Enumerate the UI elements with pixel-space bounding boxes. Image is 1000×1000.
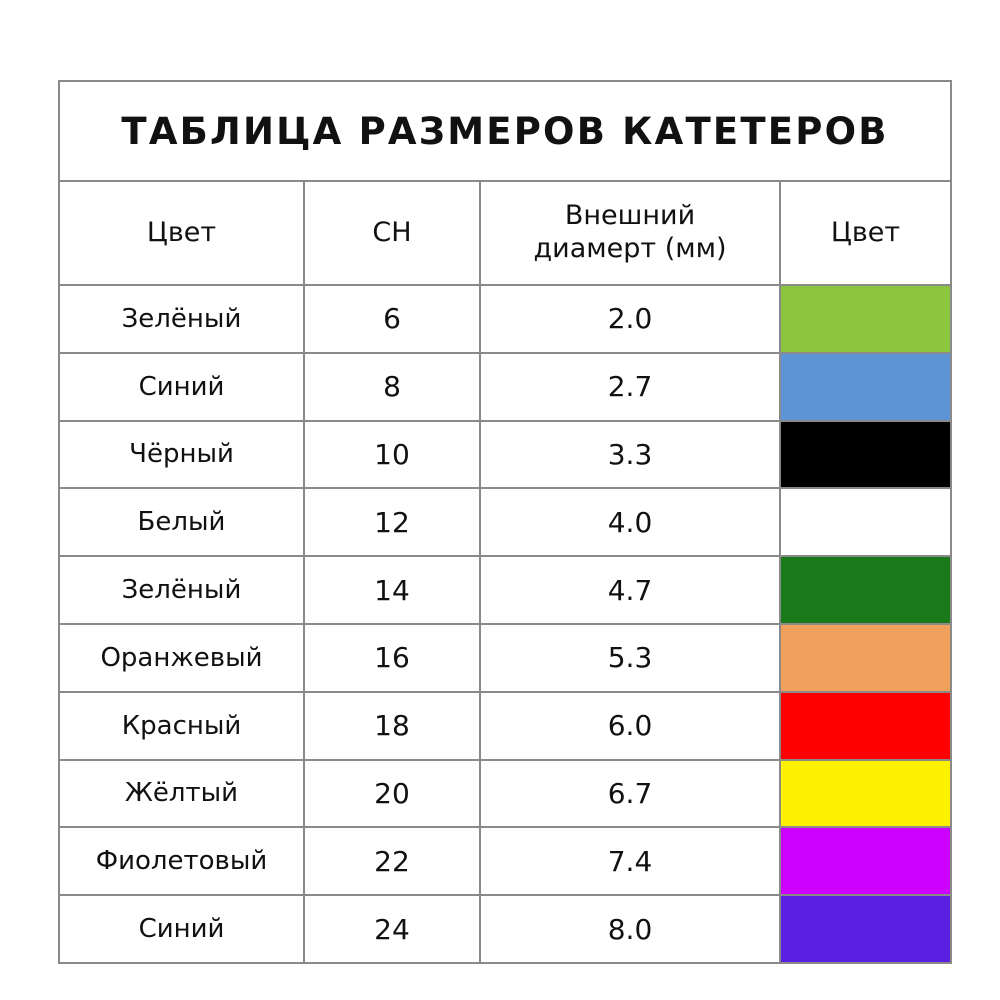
table-row (59, 488, 951, 556)
color-swatch (781, 761, 950, 827)
column-header-color-swatch: Цвет (780, 181, 951, 285)
table-row (59, 760, 951, 828)
cell-outer-diameter: 2.7 (480, 353, 780, 421)
table-row (59, 353, 951, 421)
table-row (59, 421, 951, 489)
cell-ch: 22 (304, 827, 480, 895)
cell-outer-diameter: 6.7 (480, 760, 780, 828)
color-swatch (781, 896, 950, 962)
cell-outer-diameter: 4.0 (480, 488, 780, 556)
cell-outer-diameter: 2.0 (480, 285, 780, 353)
cell-color-name: Зелёный (59, 556, 304, 624)
cell-color-swatch (780, 421, 951, 489)
table-row (59, 624, 951, 692)
cell-color-swatch (780, 895, 951, 963)
cell-outer-diameter: 7.4 (480, 827, 780, 895)
cell-color-name: Оранжевый (59, 624, 304, 692)
table-row (59, 692, 951, 760)
table-row (59, 827, 951, 895)
color-swatch (781, 286, 950, 352)
column-header-ch: CH (304, 181, 480, 285)
cell-color-swatch (780, 624, 951, 692)
table-row (59, 895, 951, 963)
column-header-diameter-line2: диамерт (мм) (533, 233, 727, 264)
color-swatch (781, 693, 950, 759)
cell-ch: 18 (304, 692, 480, 760)
cell-color-name: Синий (59, 895, 304, 963)
table-row (59, 556, 951, 624)
catheter-size-table (58, 80, 952, 964)
cell-ch: 24 (304, 895, 480, 963)
color-swatch (781, 354, 950, 420)
color-swatch (781, 828, 950, 894)
cell-outer-diameter: 5.3 (480, 624, 780, 692)
cell-color-swatch (780, 556, 951, 624)
column-header-color-name: Цвет (59, 181, 304, 285)
page-title: ТАБЛИЦА РАЗМЕРОВ КАТЕТЕРОВ (59, 81, 951, 181)
cell-color-swatch (780, 692, 951, 760)
cell-ch: 20 (304, 760, 480, 828)
cell-ch: 12 (304, 488, 480, 556)
title-row (59, 81, 951, 181)
cell-color-name: Чёрный (59, 421, 304, 489)
catheter-size-table-container (58, 80, 950, 946)
cell-outer-diameter: 6.0 (480, 692, 780, 760)
cell-ch: 6 (304, 285, 480, 353)
color-swatch (781, 625, 950, 691)
color-swatch (781, 557, 950, 623)
color-swatch (781, 422, 950, 488)
cell-color-swatch (780, 760, 951, 828)
cell-color-name: Фиолетовый (59, 827, 304, 895)
color-swatch (781, 489, 950, 555)
table-body (59, 81, 951, 963)
cell-ch: 16 (304, 624, 480, 692)
cell-color-swatch (780, 488, 951, 556)
cell-color-name: Зелёный (59, 285, 304, 353)
cell-outer-diameter: 3.3 (480, 421, 780, 489)
cell-ch: 14 (304, 556, 480, 624)
cell-outer-diameter: 8.0 (480, 895, 780, 963)
cell-ch: 8 (304, 353, 480, 421)
cell-ch: 10 (304, 421, 480, 489)
cell-color-swatch (780, 353, 951, 421)
cell-color-name: Красный (59, 692, 304, 760)
column-header-diameter (480, 181, 780, 285)
cell-color-name: Синий (59, 353, 304, 421)
cell-color-swatch (780, 285, 951, 353)
cell-color-swatch (780, 827, 951, 895)
cell-outer-diameter: 4.7 (480, 556, 780, 624)
table-row (59, 285, 951, 353)
table-header-row (59, 181, 951, 285)
cell-color-name: Жёлтый (59, 760, 304, 828)
column-header-diameter-line1: Внешний (564, 200, 696, 232)
cell-color-name: Белый (59, 488, 304, 556)
